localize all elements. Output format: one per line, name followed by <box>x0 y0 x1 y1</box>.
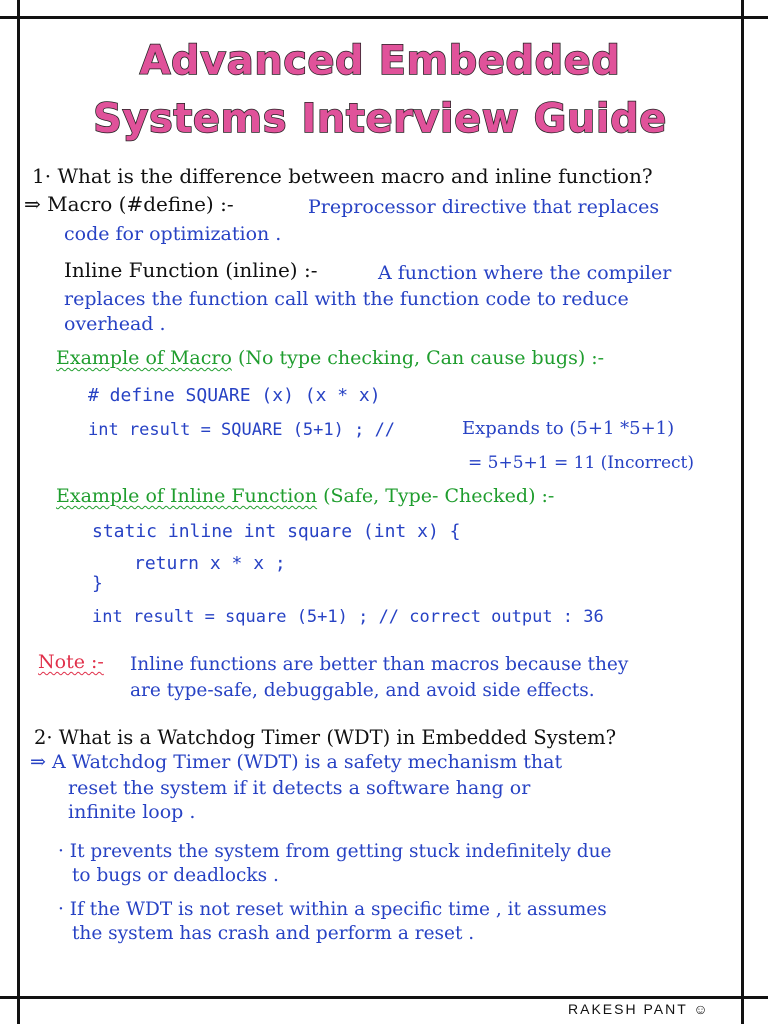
inline-label: Inline Function (inline) :- <box>64 258 318 282</box>
macro-example-title: Example of Macro <box>56 347 232 369</box>
note-line-2: are type-safe, debuggable, and avoid side effects. <box>130 680 595 701</box>
inline-code-line-2: return x * x ; <box>134 553 286 574</box>
macro-code-line-1: # define SQUARE (x) (x * x) <box>88 385 381 406</box>
wdt-bullet-1-line-1: · It prevents the system from getting stuck indefinitely due <box>58 841 612 862</box>
author-signature: RAKESH PANT ☺ <box>568 1001 710 1017</box>
inline-definition-line-1: A function where the compiler <box>378 262 672 284</box>
wdt-bullet-2-line-1: · If the WDT is not reset within a specific time , it assumes <box>58 899 607 920</box>
note-line-1: Inline functions are better than macros because they <box>130 654 629 675</box>
wdt-answer-line-2: reset the system if it detects a software hang or <box>68 777 531 799</box>
macro-code-comment: Expands to (5+1 *5+1) <box>462 418 675 439</box>
question-2: 2· What is a Watchdog Timer (WDT) in Embedded System? <box>34 726 617 749</box>
inline-code-line-1: static inline int square (int x) { <box>92 521 461 542</box>
macro-example-note-1: (No type checking <box>231 347 415 369</box>
inline-example-heading <box>56 484 554 508</box>
page-title-line-1: Advanced Embedded <box>139 38 621 84</box>
inline-example-title: Example of Inline Function <box>56 485 318 507</box>
page-title-line-2: Systems Interview Guide <box>93 96 667 142</box>
wdt-answer-line-3: infinite loop . <box>68 801 196 823</box>
inline-definition-line-3: overhead . <box>64 313 166 335</box>
macro-code-line-3: = 5+5+1 = 11 (Incorrect) <box>468 453 695 473</box>
bottom-border-line <box>0 996 768 999</box>
top-border-line <box>0 16 768 19</box>
inline-definition-line-2: replaces the function call with the function code to reduce <box>64 288 629 310</box>
macro-definition-line-2: code for optimization . <box>64 223 282 245</box>
macro-code-line-2: int result = SQUARE (5+1) ; // <box>88 420 396 440</box>
inline-code-line-4: int result = square (5+1) ; // correct output : 36 <box>92 607 604 627</box>
macro-definition-line-1: Preprocessor directive that replaces <box>308 196 660 218</box>
note-label: Note :- <box>38 651 104 673</box>
inline-code-line-3: } <box>92 573 103 594</box>
wdt-answer-line-1: ⇒ A Watchdog Timer (WDT) is a safety mechanism that <box>30 751 563 773</box>
macro-label: ⇒ Macro (#define) :- <box>24 192 234 216</box>
right-margin-line <box>741 0 744 1024</box>
wdt-bullet-1-line-2: to bugs or deadlocks . <box>72 865 279 886</box>
question-1: 1· What is the difference between macro and inline function? <box>32 164 653 188</box>
macro-example-heading <box>56 346 604 370</box>
macro-example-note-2: , Can cause bugs) :- <box>414 347 605 369</box>
wdt-bullet-2-line-2: the system has crash and perform a reset . <box>72 923 475 944</box>
left-margin-line <box>17 0 20 1024</box>
inline-example-note: (Safe, Type- Checked) :- <box>317 485 555 507</box>
